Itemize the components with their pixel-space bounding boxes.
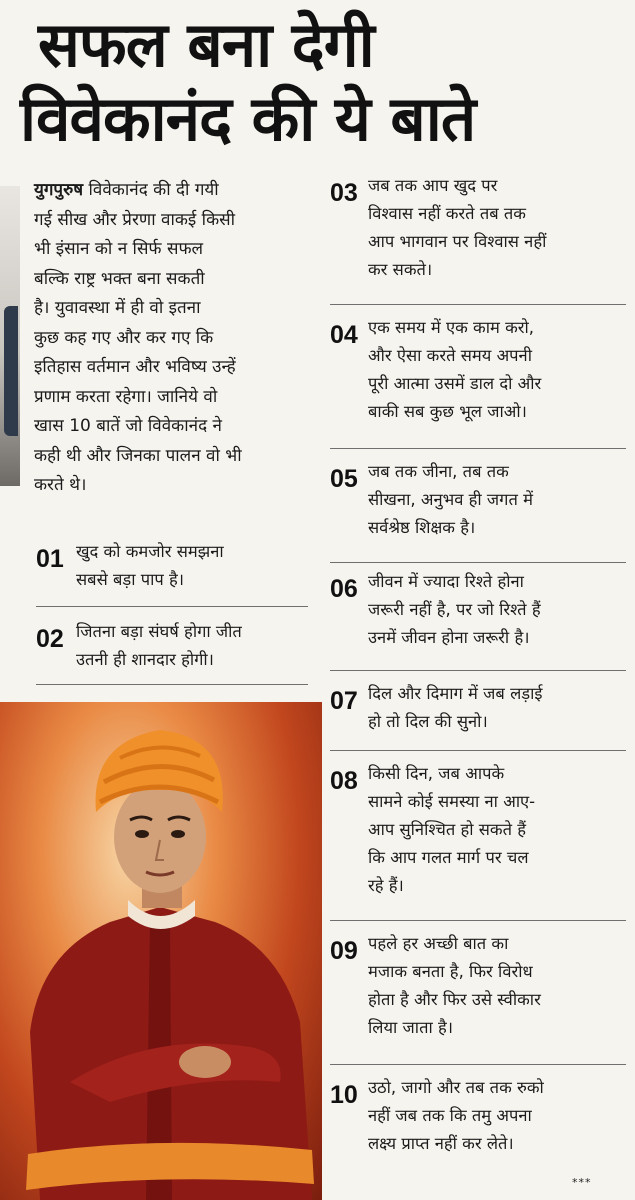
quote-text bbox=[368, 760, 535, 900]
eye-left bbox=[135, 830, 149, 838]
quote-line: उठो, जागो और तब तक रुको bbox=[368, 1078, 544, 1097]
intro-line-10: कही थी और जिनका पालन वो भी bbox=[34, 445, 242, 466]
divider bbox=[330, 670, 626, 671]
quote-item-03 bbox=[330, 172, 626, 284]
intro-line-5: है। युवावस्था में ही वो इतना bbox=[34, 298, 201, 318]
quote-text bbox=[368, 1074, 544, 1158]
quote-line: सामने कोई समस्या ना आए- bbox=[368, 792, 536, 811]
quote-number: 04 bbox=[330, 321, 358, 349]
quote-number: 10 bbox=[330, 1081, 358, 1109]
headline-line-2: विवेकानंद की ये बाते bbox=[20, 82, 476, 155]
quote-line: नहीं जब तक कि तमु अपना bbox=[368, 1106, 532, 1125]
quote-line: होता है और फिर उसे स्वीकार bbox=[368, 990, 541, 1009]
divider bbox=[330, 920, 626, 921]
intro-line-8: प्रणाम करता रहेगा। जानिये वो bbox=[34, 386, 218, 407]
quote-line: उनमें जीवन होना जरूरी है। bbox=[368, 628, 530, 647]
quote-line: और ऐसा करते समय अपनी bbox=[368, 346, 532, 365]
quote-line: हो तो दिल की सुनो। bbox=[368, 712, 488, 731]
intro-paragraph bbox=[34, 176, 316, 501]
quote-text bbox=[368, 930, 541, 1042]
quote-text bbox=[368, 458, 533, 542]
quote-line: पहले हर अच्छी बात का bbox=[368, 934, 509, 953]
quote-number: 02 bbox=[36, 625, 64, 653]
quote-item-04 bbox=[330, 314, 626, 426]
quote-line: जब तक आप खुद पर bbox=[368, 176, 498, 195]
quote-line: उतनी ही शानदार होगी। bbox=[76, 650, 214, 669]
quote-line: लक्ष्य प्राप्त नहीं कर लेते। bbox=[368, 1134, 514, 1153]
quote-line: जरूरी नहीं है, पर जो रिश्ते हैं bbox=[368, 600, 541, 619]
headline-line-1: सफल बना देगी bbox=[38, 8, 374, 81]
quote-text bbox=[368, 680, 542, 736]
quote-text bbox=[368, 568, 541, 652]
quote-number: 06 bbox=[330, 575, 358, 603]
quote-line: सीखना, अनुभव ही जगत में bbox=[368, 490, 533, 509]
quote-line: जितना बड़ा संघर्ष होगा जीत bbox=[76, 622, 242, 641]
divider bbox=[330, 448, 626, 449]
intro-line-11: करते थे। bbox=[34, 475, 87, 495]
quote-item-07 bbox=[330, 680, 626, 736]
quote-number: 01 bbox=[36, 545, 64, 573]
quote-line: सबसे बड़ा पाप है। bbox=[76, 570, 185, 589]
quote-line: रहे हैं। bbox=[368, 876, 404, 895]
divider bbox=[36, 684, 308, 685]
hand bbox=[179, 1046, 231, 1078]
quote-line: जीवन में ज्यादा रिश्ते होना bbox=[368, 572, 524, 591]
quote-line: किसी दिन, जब आपके bbox=[368, 764, 505, 783]
quote-text bbox=[76, 538, 224, 594]
quote-line: मजाक बनता है, फिर विरोध bbox=[368, 962, 533, 981]
swami-vivekananda-portrait bbox=[0, 702, 322, 1200]
quote-line: बाकी सब कुछ भूल जाओ। bbox=[368, 402, 527, 421]
quote-item-01 bbox=[36, 538, 312, 594]
quote-line: सर्वश्रेष्ठ शिक्षक है। bbox=[368, 518, 476, 537]
quote-number: 07 bbox=[330, 687, 358, 715]
divider bbox=[330, 304, 626, 305]
quote-line: आप सुनिश्चित हो सकते हैं bbox=[368, 820, 526, 839]
quote-line: विश्वास नहीं करते तब तक bbox=[368, 204, 526, 223]
divider bbox=[330, 1064, 626, 1065]
intro-line-9: खास 10 बातें जो विवेकानंद ने bbox=[34, 416, 222, 436]
quote-text bbox=[368, 314, 541, 426]
quote-number: 03 bbox=[330, 179, 358, 207]
divider bbox=[36, 606, 308, 607]
quote-item-10 bbox=[330, 1074, 626, 1158]
divider bbox=[330, 750, 626, 751]
quote-item-02 bbox=[36, 618, 312, 674]
quote-item-05 bbox=[330, 458, 626, 542]
quote-item-09 bbox=[330, 930, 626, 1042]
intro-line-6: कुछ कह गए और कर गए कि bbox=[34, 327, 214, 348]
quote-line: एक समय में एक काम करो, bbox=[368, 318, 535, 337]
intro-lead: युगपुरुष bbox=[34, 180, 84, 200]
intro-line-2: गई सीख और प्रेरणा वाकई किसी bbox=[34, 209, 236, 230]
quote-line: कर सकते। bbox=[368, 260, 433, 279]
intro-line-7: इतिहास वर्तमान और भविष्य उन्हें bbox=[34, 357, 236, 377]
quote-number: 05 bbox=[330, 465, 358, 493]
quote-text bbox=[76, 618, 242, 674]
quote-number: 09 bbox=[330, 937, 358, 965]
end-mark: *** bbox=[572, 1176, 592, 1189]
quote-line: खुद को कमजोर समझना bbox=[76, 542, 224, 561]
quote-line: आप भागवान पर विश्वास नहीं bbox=[368, 232, 547, 251]
divider bbox=[330, 562, 626, 563]
quote-item-06 bbox=[330, 568, 626, 652]
cropped-side-photo bbox=[0, 186, 20, 486]
quote-line: लिया जाता है। bbox=[368, 1018, 454, 1037]
portrait-illustration bbox=[0, 702, 322, 1200]
intro-line-4: बल्कि राष्ट्र भक्त बना सकती bbox=[34, 268, 205, 289]
quote-item-08 bbox=[330, 760, 626, 900]
quote-line: कि आप गलत मार्ग पर चल bbox=[368, 848, 529, 867]
quote-line: दिल और दिमाग में जब लड़ाई bbox=[368, 684, 543, 703]
quote-text bbox=[368, 172, 546, 284]
eye-right bbox=[171, 830, 185, 838]
quote-line: पूरी आत्मा उसमें डाल दो और bbox=[368, 374, 542, 393]
intro-line-1 bbox=[34, 176, 316, 206]
quote-line: जब तक जीना, तब तक bbox=[368, 462, 509, 481]
intro-line-text: विवेकानंद की दी गयी bbox=[88, 180, 219, 200]
intro-line-3: भी इंसान को न सिर्फ सफल bbox=[34, 239, 204, 259]
quote-number: 08 bbox=[330, 767, 358, 795]
